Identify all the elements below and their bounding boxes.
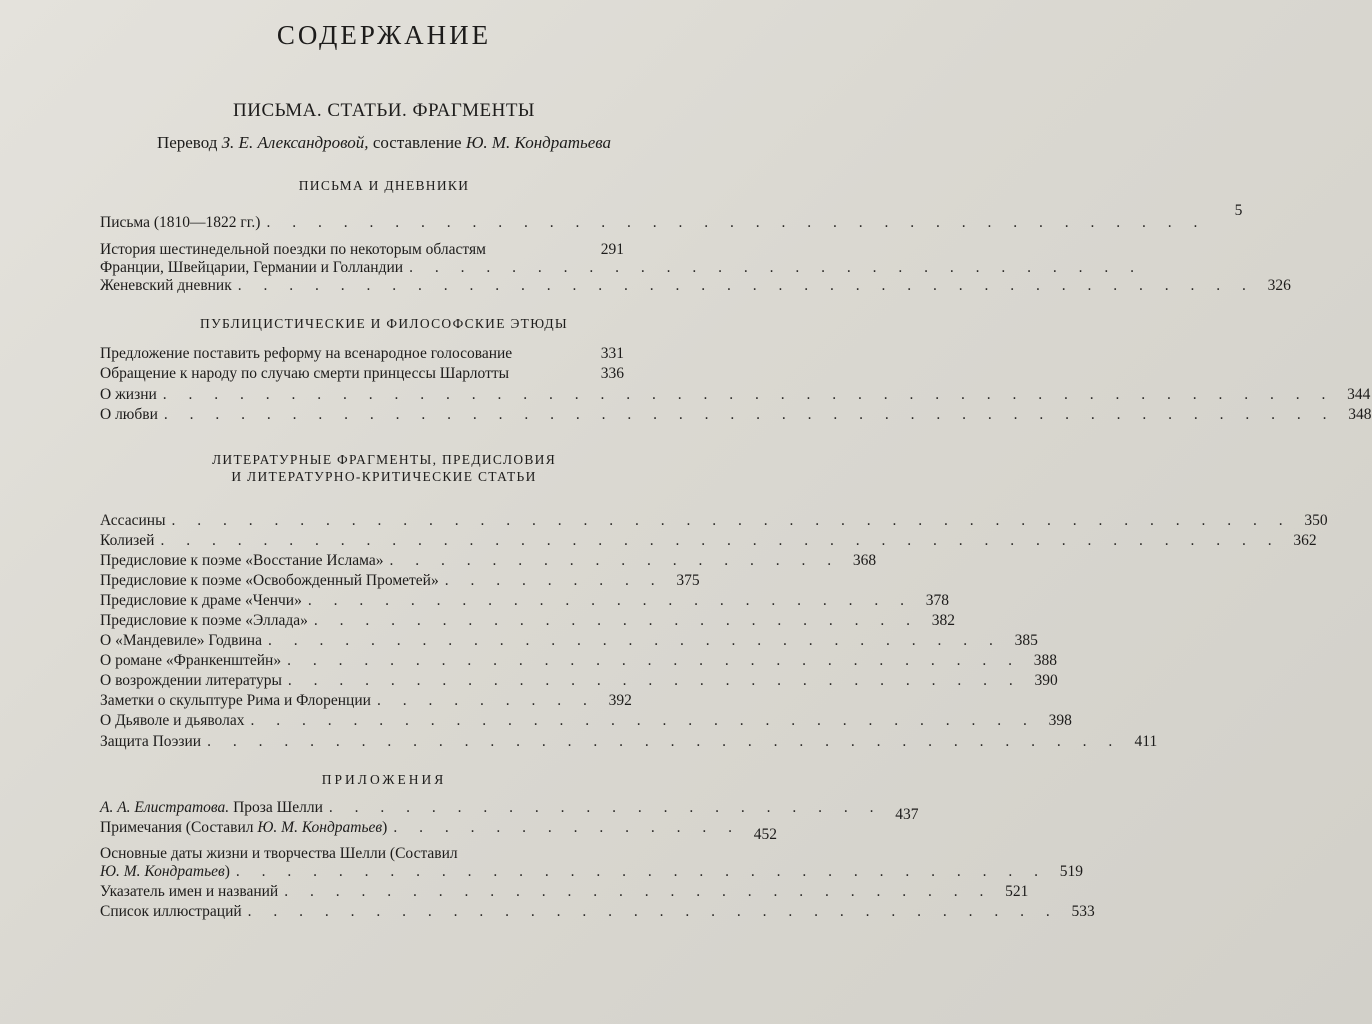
toc-entry-title: О Дьяволе и дьяволах (100, 712, 245, 729)
dot-leader: . . . . . . . . . . . . . . . . . . . . . . . . . . . . . . . . . . . . . . . . . . . . (171, 512, 1292, 529)
toc-entry-page: 378 (925, 592, 949, 609)
toc-entry[interactable] (100, 671, 1058, 691)
toc-entry[interactable] (100, 258, 1143, 278)
toc-entry-title: Предисловие к поэме «Эллада» (100, 612, 308, 629)
toc-entry-title (100, 862, 230, 882)
toc-entry[interactable] (100, 531, 1317, 551)
toc-entry[interactable] (100, 711, 1072, 731)
part-credits (0, 133, 768, 153)
toc-entry-author: А. А. Елистратова. (100, 799, 230, 816)
toc-entry-page-top (100, 240, 624, 260)
toc-entry-compiler: Ю. М. Кондратьев (100, 863, 225, 880)
toc-entry-title: Женевский дневник (100, 277, 232, 294)
toc-entry-page: 348 (1348, 406, 1372, 423)
dot-leader: . . . . . . . . . . . . . . . . . . . . . . . . . . . . . (287, 672, 1022, 689)
dot-leader: . . . . . . . . . . . . . . . . . . (389, 552, 841, 569)
toc-entry-page: 388 (1033, 652, 1057, 669)
toc-entry[interactable] (100, 276, 1291, 296)
toc-entry-title-line1: История шестинедельной поездки по некоторым областям (100, 241, 486, 258)
toc-entry-page: 362 (1293, 532, 1317, 549)
toc-entry[interactable] (100, 882, 1029, 902)
toc-entry-title: Франции, Швейцарии, Германии и Голландии (100, 259, 404, 276)
toc-entry-title: Ассасины (100, 512, 166, 529)
toc-entry[interactable] (100, 511, 1328, 531)
toc-entry-page: 331 (600, 345, 624, 362)
dot-leader: . . . . . . . . . . . . . . . . . . . . . . . . . . . . . . . . (247, 903, 1059, 920)
toc-entry-page: 375 (676, 572, 700, 589)
dot-leader: . . . . . . . . . . . . . . . . . . . . . . . . . . . . . . . . . . . . . (266, 214, 1207, 231)
toc-entry[interactable] (100, 344, 624, 364)
toc-entry[interactable] (100, 651, 1057, 671)
toc-entry-title: Указатель имен и названий (100, 883, 279, 900)
dot-leader: . . . . . . . . . . . . . . . . . . . . . . . . . . . . . (267, 632, 1002, 649)
toc-entry-page: 411 (1134, 733, 1158, 750)
page-title: СОДЕРЖАНИЕ (276, 20, 492, 50)
toc-entry-title: Защита Поэзии (100, 733, 202, 750)
toc-entry-page: 533 (1071, 903, 1095, 920)
toc-entry-page: 385 (1014, 632, 1038, 649)
toc-entry-title: Колизей (100, 532, 155, 549)
toc-entry-page: 382 (931, 612, 956, 629)
section-heading-essays: ПУБЛИЦИСТИЧЕСКИЕ И ФИЛОСОФСКИЕ ЭТЮДЫ (200, 316, 568, 331)
dot-leader: . . . . . . . . . . . . . . (393, 819, 741, 836)
toc-entry-title: О романе «Франкенштейн» (100, 652, 282, 669)
toc-entry[interactable] (100, 902, 1095, 922)
toc-entry-page: 437 (895, 806, 919, 823)
credits-translator: З. Е. Александровой, (221, 133, 369, 152)
part-title: ПИСЬМА. СТАТЬИ. ФРАГМЕНТЫ (233, 100, 535, 121)
toc-entry[interactable] (100, 732, 1158, 752)
toc-entry-title: О возрождении литературы (100, 672, 282, 689)
dot-leader: . . . . . . . . . . . . . . . . . . . . . . (328, 799, 883, 816)
toc-entry-title: Предисловие к поэме «Восстание Ислама» (100, 552, 384, 569)
toc-entry-title: О любви (100, 406, 158, 423)
toc-entry-page: 368 (852, 552, 877, 569)
section-heading-letters: ПИСЬМА И ДНЕВНИКИ (298, 178, 470, 193)
toc-entry-title: Письма (1810—1822 гг.) (100, 214, 261, 231)
dot-leader: . . . . . . . . . (376, 692, 596, 709)
toc-entry[interactable] (100, 862, 1084, 882)
dot-leader: . . . . . . . . . . . . . . . . . . . . . . . . (313, 612, 920, 629)
toc-entry-page: 452 (753, 826, 777, 843)
dot-leader: . . . . . . . . . . . . . . . . . . . . . . . . . . . . . . . (250, 712, 1036, 729)
toc-entry[interactable] (100, 798, 919, 823)
toc-entry-title-tail: ) (382, 819, 388, 836)
toc-entry[interactable] (100, 631, 1038, 651)
toc-entry-page: 519 (1059, 863, 1084, 880)
dot-leader: . . . . . . . . . . . . . . . . . . . . . . . . . . . . . . . . (235, 863, 1048, 880)
toc-entry-title-text: Примечания (Составил (100, 819, 258, 836)
credits-prefix: Перевод (156, 133, 218, 152)
toc-entry[interactable] (100, 405, 1372, 425)
toc-entry-title: Предложение поставить реформу на всенародное голосование (100, 345, 513, 362)
toc-entry-page: 5 (1234, 202, 1243, 219)
dot-leader: . . . . . . . . . . . . . . . . . . . . . . . . . . . . . . . . . . . . . . . . (237, 277, 1255, 294)
toc-entry-title: Обращение к народу по случаю смерти принцессы Шарлотты (100, 365, 510, 382)
dot-leader: . . . . . . . . . . . . . . . . . . . . . . . . (307, 592, 913, 609)
toc-entry-title-text: Проза Шелли (229, 799, 323, 816)
dot-leader: . . . . . . . . . . . . . . . . . . . . . . . . . . . . . . . . . . . . . . . . . . . . (160, 532, 1281, 549)
toc-entry[interactable] (100, 691, 632, 711)
toc-entry-title-line1: Основные даты жизни и творчества Шелли (Составил (100, 845, 458, 862)
toc-entry-page: 392 (608, 692, 632, 709)
dot-leader: . . . . . . . . . . . . . . . . . . . . . . . . . . . . . . . . . . . . . . . . . . . . . . (162, 386, 1335, 403)
toc-entry-title (100, 818, 387, 838)
toc-entry-page: 390 (1034, 672, 1058, 689)
toc-entry[interactable] (100, 202, 1243, 233)
toc-entry-page: 291 (600, 241, 624, 258)
dot-leader: . . . . . . . . . (444, 572, 664, 589)
toc-entry-title: Заметки о скульптуре Рима и Флоренции (100, 692, 371, 709)
dot-leader: . . . . . . . . . . . . . . . . . . . . . . . . . . . . . . . . . . . . (207, 733, 1122, 750)
dot-leader: . . . . . . . . . . . . . . . . . . . . . . . . . . . . . (287, 652, 1021, 669)
dot-leader: . . . . . . . . . . . . . . . . . . . . . . . . . . . . . (409, 259, 1143, 276)
toc-entry[interactable] (100, 364, 624, 384)
toc-entry-page: 326 (1267, 277, 1291, 294)
dot-leader: . . . . . . . . . . . . . . . . . . . . . . . . . . . . (284, 883, 993, 900)
toc-entry[interactable] (100, 385, 1371, 405)
toc-entry-title: Предисловие к поэме «Освобожденный Прометей» (100, 572, 439, 589)
toc-entry-compiler: Ю. М. Кондратьев (257, 819, 383, 836)
credits-mid: составление (372, 133, 462, 152)
toc-entry[interactable] (100, 571, 700, 591)
toc-entry[interactable] (100, 591, 949, 611)
toc-entry-title-tail: ) (224, 863, 230, 880)
toc-entry-title: Предисловие к драме «Ченчи» (100, 592, 302, 609)
toc-entry-title (100, 798, 323, 818)
toc-entry-page: 344 (1347, 386, 1371, 403)
dot-leader: . . . . . . . . . . . . . . . . . . . . . . . . . . . . . . . . . . . . . . . . . . . . . . (163, 406, 1336, 423)
toc-entry-page: 350 (1304, 512, 1328, 529)
toc-entry-page: 521 (1005, 883, 1029, 900)
toc-entry-title: Список иллюстраций (100, 903, 242, 920)
toc-entry-page: 398 (1048, 712, 1072, 729)
section-heading-literary-line2: И ЛИТЕРАТУРНО-КРИТИЧЕСКИЕ СТАТЬИ (231, 469, 537, 484)
toc-entry[interactable] (100, 551, 877, 571)
credits-compiler: Ю. М. Кондратьева (465, 133, 612, 152)
section-heading-appendices: ПРИЛОЖЕНИЯ (321, 772, 447, 787)
toc-entry-title: О жизни (100, 386, 157, 403)
toc-entry[interactable] (100, 611, 956, 631)
toc-entry[interactable] (100, 818, 777, 843)
section-heading-literary-line1: ЛИТЕРАТУРНЫЕ ФРАГМЕНТЫ, ПРЕДИСЛОВИЯ (211, 452, 557, 467)
toc-entry-page: 336 (600, 365, 624, 382)
toc-entry-title: О «Мандевиле» Годвина (100, 632, 262, 649)
